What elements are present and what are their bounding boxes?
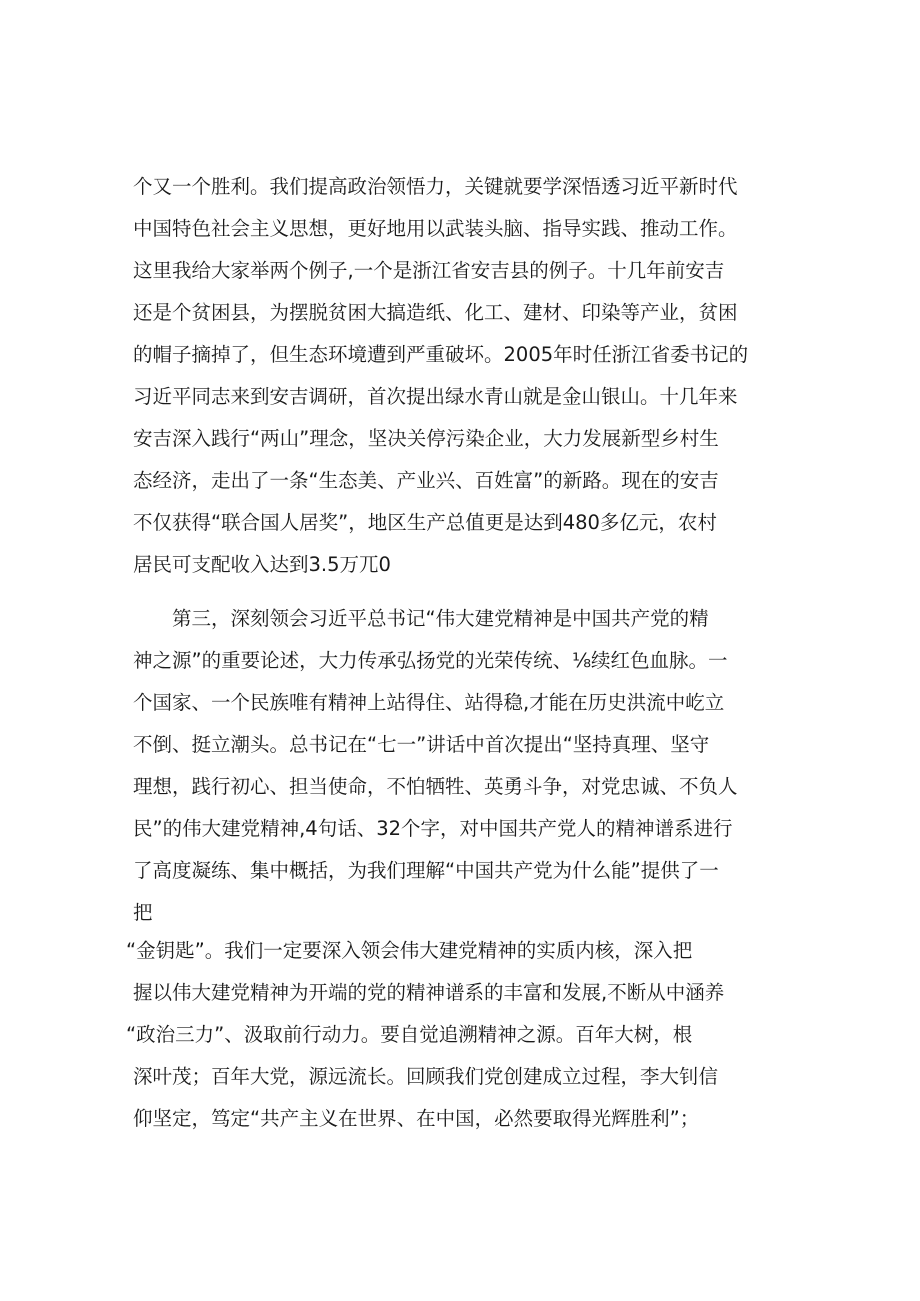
paragraph-2-line-1: 第三，深刻领会习近平总书记“伟大建党精神是中国共产党的精	[172, 607, 709, 630]
paragraph-2-line-13: 仰坚定，笃定“共产主义在世界、在中国，必然要取得光辉胜利”；	[133, 1107, 700, 1130]
paragraph-1-line-6: 习近平同志来到安吉调研，首次提出绿水青山就是金山银山。十几年来	[133, 385, 738, 408]
paragraph-1-line-3: 这里我给大家举两个例子,一个是浙江省安吉县的例子。十几年前安吉	[133, 259, 725, 282]
paragraph-2-line-8: 把	[133, 901, 153, 924]
paragraph-2-line-6: 民”的伟大建党精神,4句话、32个字，对中国共产党人的精神谱系进行	[133, 817, 733, 840]
paragraph-2-line-3: 个国家、一个民族唯有精神上站得住、站得稳,才能在历史洪流中屹立	[133, 691, 725, 714]
paragraph-1-line-8: 态经济，走出了一条“生态美、产业兴、百姓富”的新路。现在的安吉	[133, 469, 719, 492]
paragraph-1-line-9: 不仅获得“联合国人居奖”，地区生产总值更是达到480多亿元，农村	[133, 511, 717, 534]
paragraph-2-line-4: 不倒、挺立潮头。总书记在“七一”讲话中首次提出“坚持真理、坚守	[133, 733, 710, 756]
paragraph-1-line-1: 个又一个胜利。我们提高政治领悟力，关键就要学深悟透习近平新时代	[133, 175, 738, 198]
paragraph-1-line-4: 还是个贫困县，为摆脱贫困大搞造纸、化工、建材、印染等产业，贫困	[133, 301, 738, 324]
paragraph-1-line-2: 中国特色社会主义思想，更好地用以武装头脑、指导实践、推动工作。	[133, 217, 738, 240]
paragraph-2-line-2: 神之源”的重要论述，大力传承弘扬党的光荣传统、⅛续红色血脉。一	[133, 649, 728, 672]
paragraph-2-line-9: “金钥匙”。我们一定要深入领会伟大建党精神的实质内核，深入把	[126, 939, 693, 962]
paragraph-2-line-10: 握以伟大建党精神为开端的党的精神谱系的丰富和发展,不断从中涵养	[133, 981, 725, 1004]
paragraph-2-line-5: 理想，践行初心、担当使命，不怕牺牲、英勇斗争，对党忠诚、不负人	[133, 775, 738, 798]
paragraph-1-line-10: 居民可支配收入达到3.5万兀0	[133, 553, 391, 576]
paragraph-1-line-5: 的帽子摘掉了，但生态环境遭到严重破坏。2005年时任浙江省委书记的	[133, 343, 749, 366]
paragraph-2-line-7: 了高度凝练、集中概括，为我们理解“中国共产党为什么能”提供了一	[133, 859, 719, 882]
paragraph-2-line-11: “政治三力”、汲取前行动力。要自觉追溯精神之源。百年大树，根	[126, 1023, 693, 1046]
paragraph-1-line-7: 安吉深入践行“两山”理念，坚决关停污染企业，大力发展新型乡村生	[133, 427, 719, 450]
paragraph-2-line-12: 深叶茂；百年大党，源远流长。回顾我们党创建成立过程，李大钊信	[133, 1065, 719, 1088]
